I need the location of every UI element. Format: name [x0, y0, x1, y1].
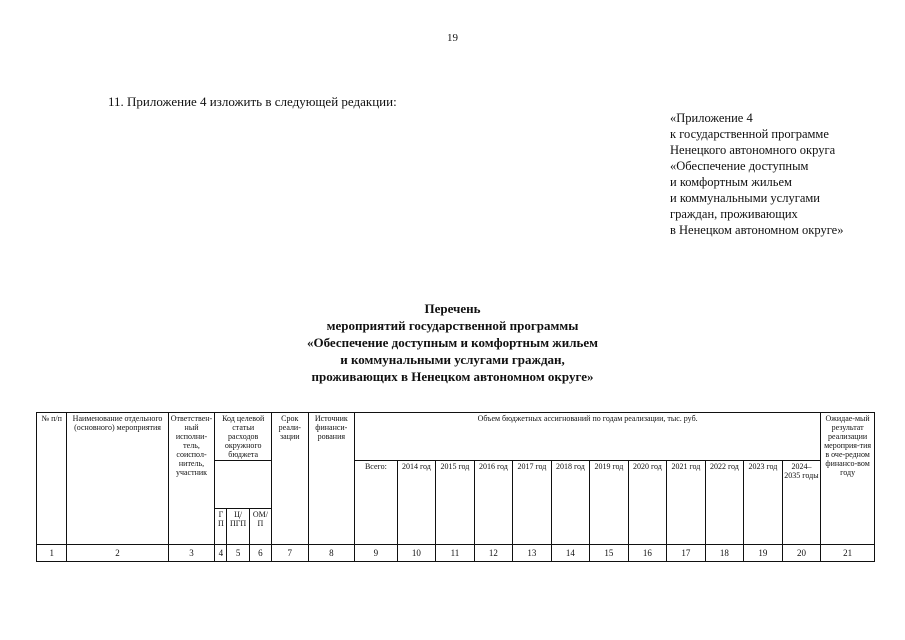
column-number: 6 — [249, 545, 271, 562]
measures-table — [36, 412, 875, 562]
header-source: Источник финанси-рования — [308, 413, 355, 545]
title-line: и коммунальными услугами граждан, — [340, 352, 565, 367]
column-number: 17 — [667, 545, 706, 562]
appendix-line: Ненецкого автономного округа — [670, 143, 836, 157]
title-line: «Обеспечение доступным и комфортным жильем — [306, 335, 599, 350]
column-number: 19 — [744, 545, 783, 562]
column-number: 13 — [513, 545, 552, 562]
column-number: 9 — [355, 545, 398, 562]
header-year: 2016 год — [474, 461, 513, 545]
title-line: мероприятий государственной программы — [326, 318, 579, 333]
header-year: 2024–2035 годы — [782, 461, 821, 545]
column-number: 5 — [227, 545, 249, 562]
column-number: 18 — [705, 545, 744, 562]
header-year: 2023 год — [744, 461, 783, 545]
appendix-line: и коммунальными услугами — [670, 191, 820, 205]
header-name: Наименование отдельного (основного) мероприятия — [67, 413, 168, 545]
header-volume: Объем бюджетных ассигнований по годам реализации, тыс. руб. — [355, 413, 821, 461]
appendix-line: граждан, проживающих — [670, 207, 798, 221]
header-gp: ГП — [215, 509, 227, 545]
header-budget-code: Код целевой статьи расходов окружного бюджета — [215, 413, 272, 461]
header-year: 2017 год — [513, 461, 552, 545]
document-title — [0, 300, 905, 385]
header-year: 2020 год — [628, 461, 667, 545]
column-number: 4 — [215, 545, 227, 562]
appendix-heading — [670, 110, 843, 238]
header-code-spacer — [215, 461, 272, 509]
appendix-line: «Приложение 4 — [670, 111, 753, 125]
appendix-line: к государственной программе — [670, 127, 829, 141]
appendix-line: в Ненецком автономном округе» — [670, 223, 844, 237]
header-year: 2021 год — [667, 461, 706, 545]
column-number: 21 — [821, 545, 875, 562]
column-number: 20 — [782, 545, 821, 562]
column-number: 10 — [397, 545, 436, 562]
column-number: 7 — [272, 545, 308, 562]
header-year: 2015 год — [436, 461, 475, 545]
header-responsible: Ответствен-ный исполни-тель, соиспол-нитель, участник — [168, 413, 215, 545]
header-ppgp: Ц/ ПГП — [227, 509, 249, 545]
column-numbers-row — [37, 545, 875, 562]
column-number: 11 — [436, 545, 475, 562]
title-line: Перечень — [424, 301, 481, 316]
appendix-line: «Обеспечение доступным — [670, 159, 809, 173]
instruction-text: 11. Приложение 4 изложить в следующей редакции: — [108, 94, 397, 109]
column-number: 14 — [551, 545, 590, 562]
column-number: 1 — [37, 545, 67, 562]
header-year: 2022 год — [705, 461, 744, 545]
header-omp: ОМ/ П — [249, 509, 271, 545]
column-number: 3 — [168, 545, 215, 562]
column-number: 2 — [67, 545, 168, 562]
header-result: Ожидае-мый результат реализации мероприя-тия в оче-редном финансо-вом году — [821, 413, 875, 545]
header-total: Всего: — [355, 461, 398, 545]
column-number: 12 — [474, 545, 513, 562]
column-number: 8 — [308, 545, 355, 562]
appendix-line: и комфортным жильем — [670, 175, 792, 189]
column-number: 16 — [628, 545, 667, 562]
header-year: 2014 год — [397, 461, 436, 545]
column-number: 15 — [590, 545, 629, 562]
page-number: 19 — [447, 32, 458, 44]
title-line: проживающих в Ненецком автономном округе» — [311, 369, 594, 384]
header-term: Срок реали-зации — [272, 413, 308, 545]
header-year: 2018 год — [551, 461, 590, 545]
header-year: 2019 год — [590, 461, 629, 545]
header-number: № п/п — [37, 413, 67, 545]
